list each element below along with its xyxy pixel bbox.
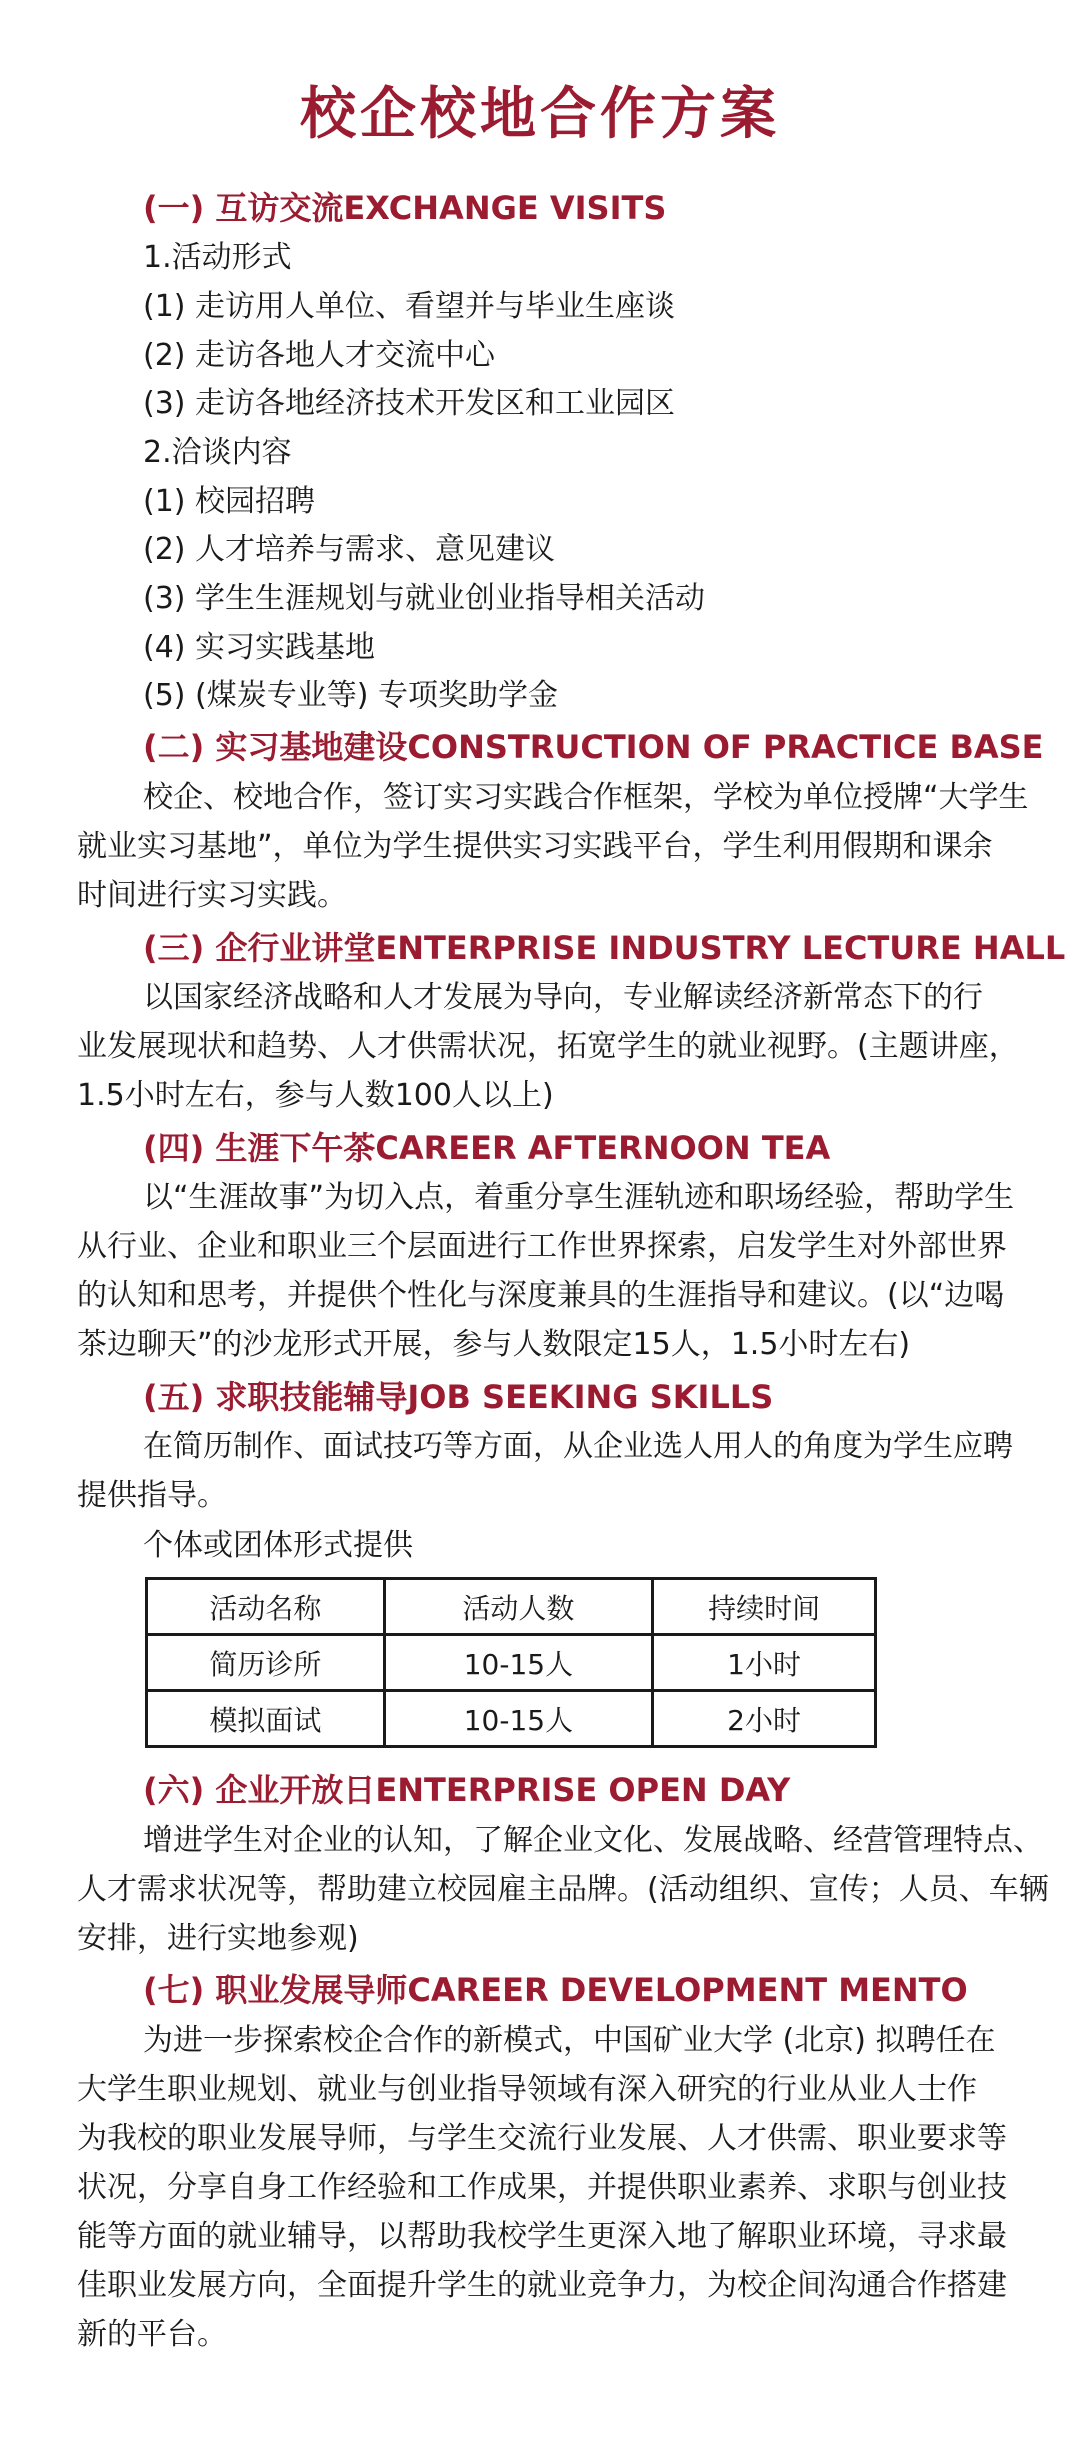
section-line: 的认知和思考，并提供个性化与深度兼具的生涯指导和建议。(以“边喝 xyxy=(77,1278,1005,1313)
activity-table xyxy=(145,1577,877,1748)
section-line: 就业实习基地”，单位为学生提供实习实践平台，学生利用假期和课余 xyxy=(77,829,993,864)
page-title: 校企校地合作方案 xyxy=(300,82,780,147)
section-line: 为我校的职业发展导师，与学生交流行业发展、人才供需、职业要求等 xyxy=(77,2121,1007,2156)
table-cell: 模拟面试 xyxy=(147,1691,385,1747)
table-header-cell: 活动名称 xyxy=(147,1579,385,1635)
table-header-row xyxy=(147,1579,876,1635)
section-heading-afternoon-tea: (四) 生涯下午茶CAREER AFTERNOON TEA xyxy=(143,1129,831,1167)
section-line: 安排，进行实地参观) xyxy=(77,1921,359,1956)
section-line: 1.5小时左右，参与人数100人以上) xyxy=(77,1078,554,1113)
section-line: (4) 实习实践基地 xyxy=(143,630,376,665)
section-line: (2) 走访各地人才交流中心 xyxy=(143,338,496,373)
table-cell: 10-15人 xyxy=(384,1691,653,1747)
section-heading-exchange-visits: (一) 互访交流EXCHANGE VISITS xyxy=(143,189,667,227)
section-line: (2) 人才培养与需求、意见建议 xyxy=(143,532,556,567)
section-line: 人才需求状况等，帮助建立校园雇主品牌。(活动组织、宣传；人员、车辆 xyxy=(77,1872,1049,1907)
section-line: 在简历制作、面试技巧等方面，从企业选人用人的角度为学生应聘 xyxy=(143,1429,1013,1464)
section-line: 佳职业发展方向，全面提升学生的就业竞争力，为校企间沟通合作搭建 xyxy=(77,2268,1007,2303)
section-line: 增进学生对企业的认知，了解企业文化、发展战略、经营管理特点、 xyxy=(143,1823,1043,1858)
section-line: 茶边聊天”的沙龙形式开展，参与人数限定15人，1.5小时左右) xyxy=(77,1327,911,1362)
table-cell: 10-15人 xyxy=(384,1635,653,1691)
table-cell: 简历诊所 xyxy=(147,1635,385,1691)
section-line: (3) 学生生涯规划与就业创业指导相关活动 xyxy=(143,581,706,616)
table-row xyxy=(147,1635,876,1691)
section-line: 为进一步探索校企合作的新模式，中国矿业大学 (北京) 拟聘任在 xyxy=(143,2023,996,2058)
section-line: 1.活动形式 xyxy=(143,240,292,275)
section-line: 2.洽谈内容 xyxy=(143,435,292,470)
table-header-cell: 活动人数 xyxy=(384,1579,653,1635)
section-line: 个体或团体形式提供 xyxy=(143,1528,413,1563)
section-line: (5) (煤炭专业等) 专项奖助学金 xyxy=(143,678,558,713)
section-line: 时间进行实习实践。 xyxy=(77,878,347,913)
section-heading-open-day: (六) 企业开放日ENTERPRISE OPEN DAY xyxy=(143,1771,791,1809)
section-heading-career-mentor: (七) 职业发展导师CAREER DEVELOPMENT MENTO xyxy=(143,1971,968,2009)
section-line: 业发展现状和趋势、人才供需状况，拓宽学生的就业视野。(主题讲座， xyxy=(77,1029,1019,1064)
section-line: 从行业、企业和职业三个层面进行工作世界探索，启发学生对外部世界 xyxy=(77,1229,1007,1264)
table-cell: 2小时 xyxy=(653,1691,876,1747)
section-heading-lecture-hall: (三) 企行业讲堂ENTERPRISE INDUSTRY LECTURE HALL xyxy=(143,929,1066,967)
section-line: 以国家经济战略和人才发展为导向，专业解读经济新常态下的行 xyxy=(143,980,983,1015)
section-line: 状况，分享自身工作经验和工作成果，并提供职业素养、求职与创业技 xyxy=(77,2170,1007,2205)
section-line: 大学生职业规划、就业与创业指导领域有深入研究的行业从业人士作 xyxy=(77,2072,977,2107)
section-line: 新的平台。 xyxy=(77,2317,227,2352)
section-heading-job-seeking: (五) 求职技能辅导JOB SEEKING SKILLS xyxy=(143,1378,774,1416)
section-line: 提供指导。 xyxy=(77,1478,227,1513)
section-heading-practice-base: (二) 实习基地建设CONSTRUCTION OF PRACTICE BASE xyxy=(143,728,1044,766)
section-line: 以“生涯故事”为切入点，着重分享生涯轨迹和职场经验，帮助学生 xyxy=(143,1180,1015,1215)
section-line: 校企、校地合作，签订实习实践合作框架，学校为单位授牌“大学生 xyxy=(143,780,1029,815)
table-cell: 1小时 xyxy=(653,1635,876,1691)
section-line: (1) 走访用人单位、看望并与毕业生座谈 xyxy=(143,289,676,324)
table-header-cell: 持续时间 xyxy=(653,1579,876,1635)
table-row xyxy=(147,1691,876,1747)
section-line: (3) 走访各地经济技术开发区和工业园区 xyxy=(143,386,676,421)
section-line: (1) 校园招聘 xyxy=(143,484,316,519)
section-line: 能等方面的就业辅导，以帮助我校学生更深入地了解职业环境，寻求最 xyxy=(77,2219,1007,2254)
